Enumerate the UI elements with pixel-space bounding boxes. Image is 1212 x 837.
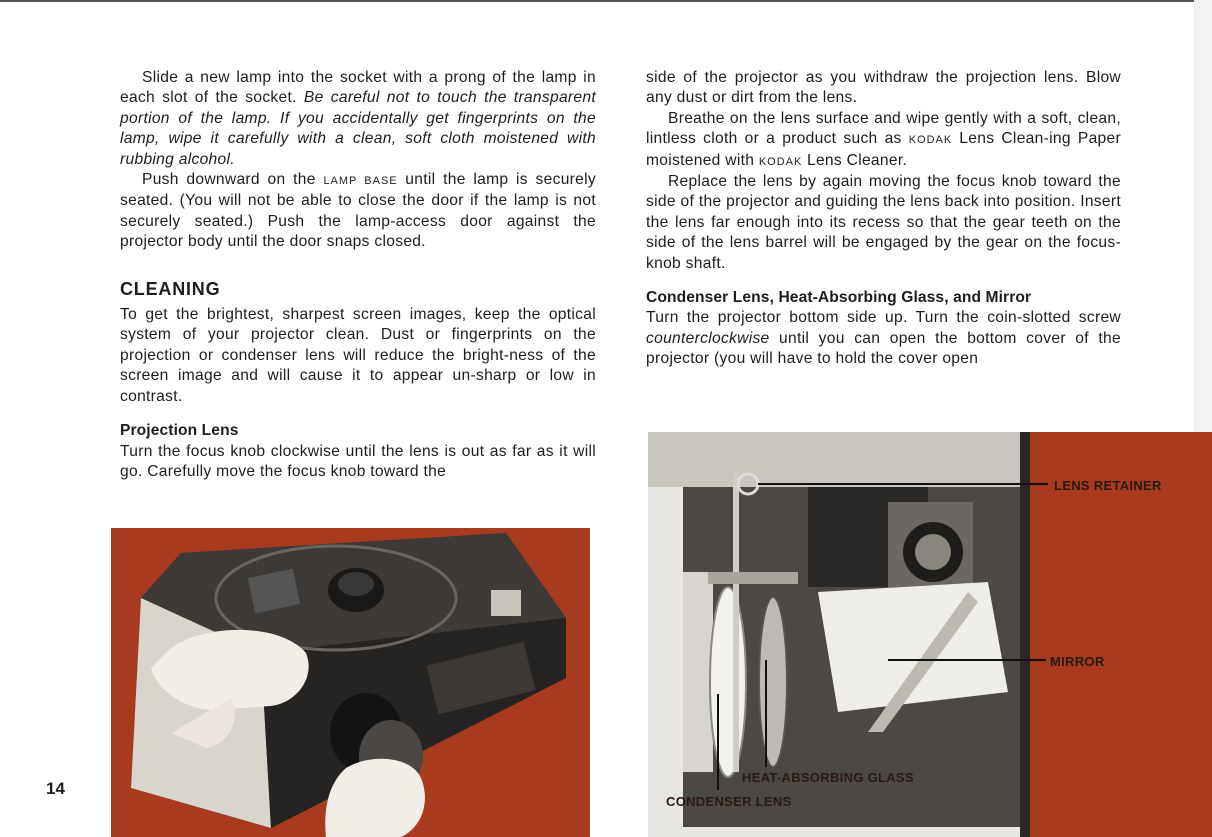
label-lens-retainer: LENS RETAINER <box>1054 478 1162 493</box>
label-heat-absorbing-glass: HEAT-ABSORBING GLASS <box>742 770 914 785</box>
left-text-column <box>120 68 596 482</box>
subheading-condenser: Condenser Lens, Heat-Absorbing Glass, and Mirror <box>646 289 1032 307</box>
label-mirror: MIRROR <box>1050 654 1105 669</box>
projector-illustration <box>111 528 590 837</box>
subheading-projection-lens: Projection Lens <box>120 422 239 440</box>
paragraph-cleaning-intro: To get the brightest, sharpest screen images, keep the optical system of your projector clean. Dust or fingerprints on the projection or condenser lens will reduce the bright-ness of the screen image and will cause it to appear un-sharp or low in contrast. <box>120 306 596 405</box>
paragraph-clean-lens: Breathe on the lens surface and wipe gently with a soft, clean, lintless cloth or a product such as KODAK Lens Clean-ing Paper moistened with KODAK Lens Cleaner. <box>646 109 1121 169</box>
label-condenser-lens: CONDENSER LENS <box>666 794 792 809</box>
right-text-column <box>646 68 1121 370</box>
paragraph-projection-lens: Turn the focus knob clockwise until the lens is out as far as it will go. Carefully move the focus knob toward the <box>120 442 596 480</box>
page-top-border <box>0 0 1212 2</box>
paragraph-bottom-cover: Turn the projector bottom side up. Turn the coin-slotted screw counterclockwise until you can open the bottom cover of the projector (you will have to hold the cover open <box>646 309 1121 368</box>
heading-cleaning: CLEANING <box>120 278 221 299</box>
paragraph-lamp-base: Push downward on the LAMP BASE until the lamp is securely seated. (You will not be able to close the door if the lamp is not securely seated.) Push the lamp-access door against the projector body until the door snaps closed. <box>120 171 596 251</box>
paragraph-lamp-install: Slide a new lamp into the socket with a prong of the lamp in each slot of the socket. Be careful not to touch the transparent portion of the lamp. If you accidentally get fingerprints on the lamp, wipe it carefully with a clean, soft cloth moistened with rubbing alcohol. <box>120 69 596 168</box>
paragraph-replace-lens: Replace the lens by again moving the focus knob toward the side of the projector and guiding the lens back into position. Insert the lens far enough into its recess so that the gear teeth on the side of the lens barrel will be engaged by the gear on the focus-knob shaft. <box>646 173 1121 272</box>
page-number: 14 <box>46 779 65 798</box>
projector-photo <box>111 528 590 837</box>
projector-interior-diagram <box>648 432 1212 837</box>
paragraph-withdraw-lens: side of the projector as you withdraw the projection lens. Blow any dust or dirt from the lens. <box>646 69 1121 107</box>
